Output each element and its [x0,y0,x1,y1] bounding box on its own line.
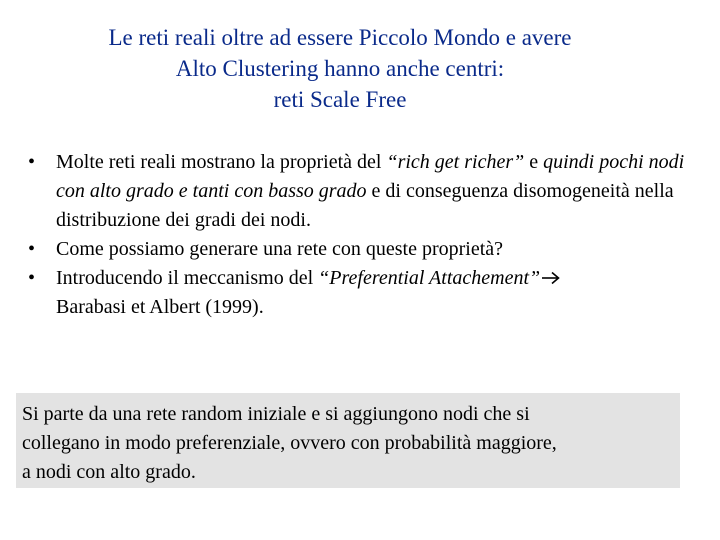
bullet-1-quote: “rich get richer” [386,151,525,173]
bullet-icon: • [28,151,36,173]
box-line-2: collegano in modo preferenziale, ovvero con probabilità maggiore, [22,432,557,454]
title-line-2: Alto Clustering hanno anche centri: [175,56,505,81]
bullet-3-quote: “Preferential Attachement” [318,267,541,289]
bullet-1-text-a: Molte reti reali mostrano la proprietà del [56,151,387,173]
box-line-1: Si parte da una rete random iniziale e si aggiungono nodi che si [22,403,530,425]
right-arrow-icon [541,271,561,285]
bullet-1-text-e: e di conseguenza disomogeneità nella distribuzione dei gradi dei nodi. [56,180,674,231]
box-line-3: a nodi con alto grado. [22,461,196,483]
bullet-item-question [26,235,706,264]
bullet-2-text: Come possiamo generare una rete con queste proprietà? [56,238,504,260]
bullet-1-italic-text: quindi pochi nodi con alto grado e tanti con basso grado [56,151,685,202]
slide-title [20,22,660,115]
bullet-icon: • [28,267,36,289]
bullet-item-preferential-attachment [26,264,706,322]
bullet-3-citation: Barabasi et Albert (1999). [56,296,264,318]
bullet-list [26,148,706,322]
bullet-1-text-c: e [524,151,544,173]
bullet-3-text-a: Introducendo il meccanismo del [56,267,319,289]
bullet-item-rich-get-richer [26,148,706,235]
title-line-1: Le reti reali oltre ad essere Piccolo Mondo e avere [108,25,572,50]
title-line-3: reti Scale Free [273,87,407,112]
highlight-box [16,393,680,488]
bullet-icon: • [28,238,36,260]
